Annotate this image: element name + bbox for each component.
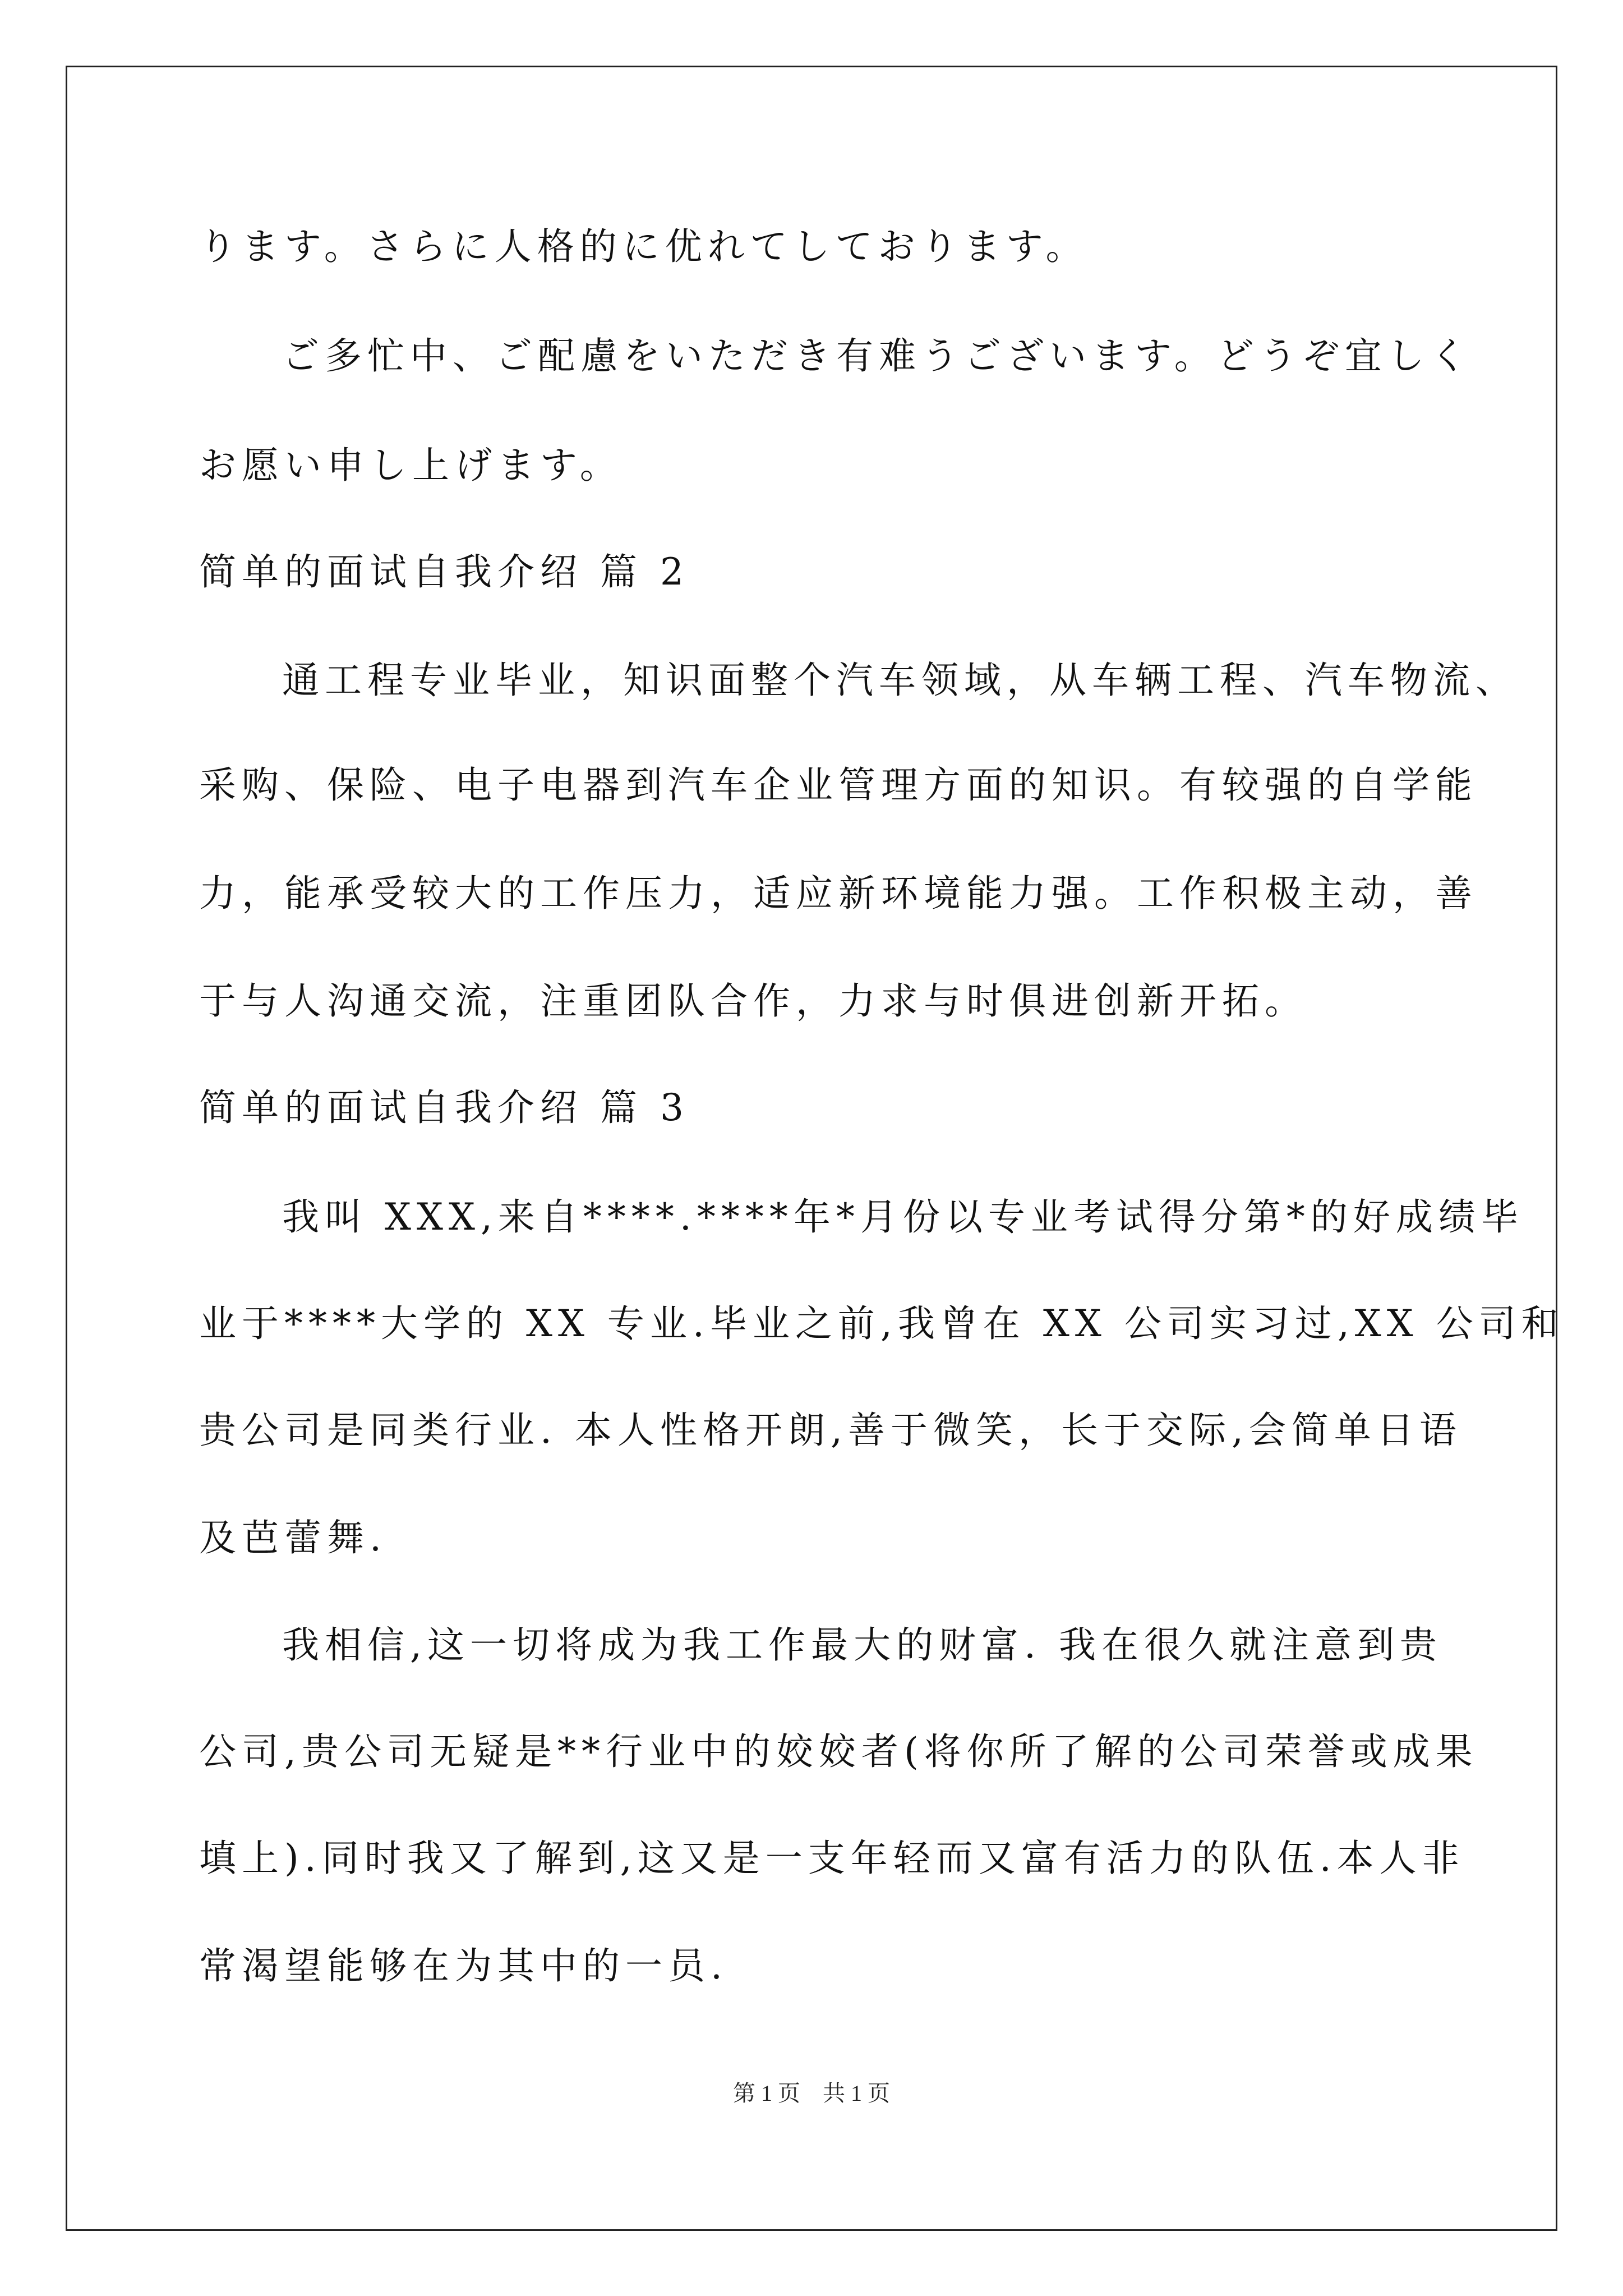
paragraph-line: 填上).同时我又了解到,这又是一支年轻而又富有活力的队伍.本人非 bbox=[199, 1837, 1465, 1880]
paragraph-line: 通工程专业毕业，知识面整个汽车领域，从车辆工程、汽车物流、 bbox=[282, 659, 1518, 702]
page-border bbox=[66, 66, 1557, 2231]
paragraph-line: 我相信,这一切将成为我工作最大的财富. 我在很久就注意到贵 bbox=[282, 1623, 1442, 1667]
paragraph-line: ります。さらに人格的に优れてしております。 bbox=[199, 225, 1089, 268]
paragraph-line: 公司,贵公司无疑是**行业中的姣姣者(将你所了解的公司荣誉或成果 bbox=[199, 1730, 1478, 1773]
paragraph-line: お愿い申し上げます。 bbox=[199, 444, 623, 487]
paragraph-line: 贵公司是同类行业. 本人性格开朗,善于微笑，长于交际,会简单日语 bbox=[199, 1409, 1462, 1452]
page-number-footer: 第 1 页 共 1 页 bbox=[733, 2081, 890, 2106]
section-heading: 简单的面试自我介绍 篇 2 bbox=[199, 550, 689, 593]
paragraph-line: 常渴望能够在为其中的一员. bbox=[199, 1944, 728, 1987]
paragraph-line: 及芭蕾舞. bbox=[199, 1516, 387, 1559]
paragraph-line: 业于****大学的 XX 专业.毕业之前,我曾在 XX 公司实习过,XX 公司和 bbox=[199, 1302, 1564, 1345]
paragraph-line: 我叫 XXX,来自****.****年*月份以专业考试得分第*的好成绩毕 bbox=[282, 1195, 1524, 1239]
paragraph-line: 采购、保险、电子电器到汽车企业管理方面的知识。有较强的自学能 bbox=[199, 763, 1478, 807]
paragraph-line: ご多忙中、ご配慮をいただき有难うございます。どうぞ宜しく bbox=[282, 334, 1473, 378]
paragraph-line: 于与人沟通交流，注重团队合作，力求与时俱进创新开拓。 bbox=[199, 979, 1307, 1023]
paragraph-line: 力，能承受较大的工作压力，适应新环境能力强。工作积极主动，善 bbox=[199, 872, 1478, 915]
section-heading: 简单的面试自我介绍 篇 3 bbox=[199, 1086, 689, 1129]
